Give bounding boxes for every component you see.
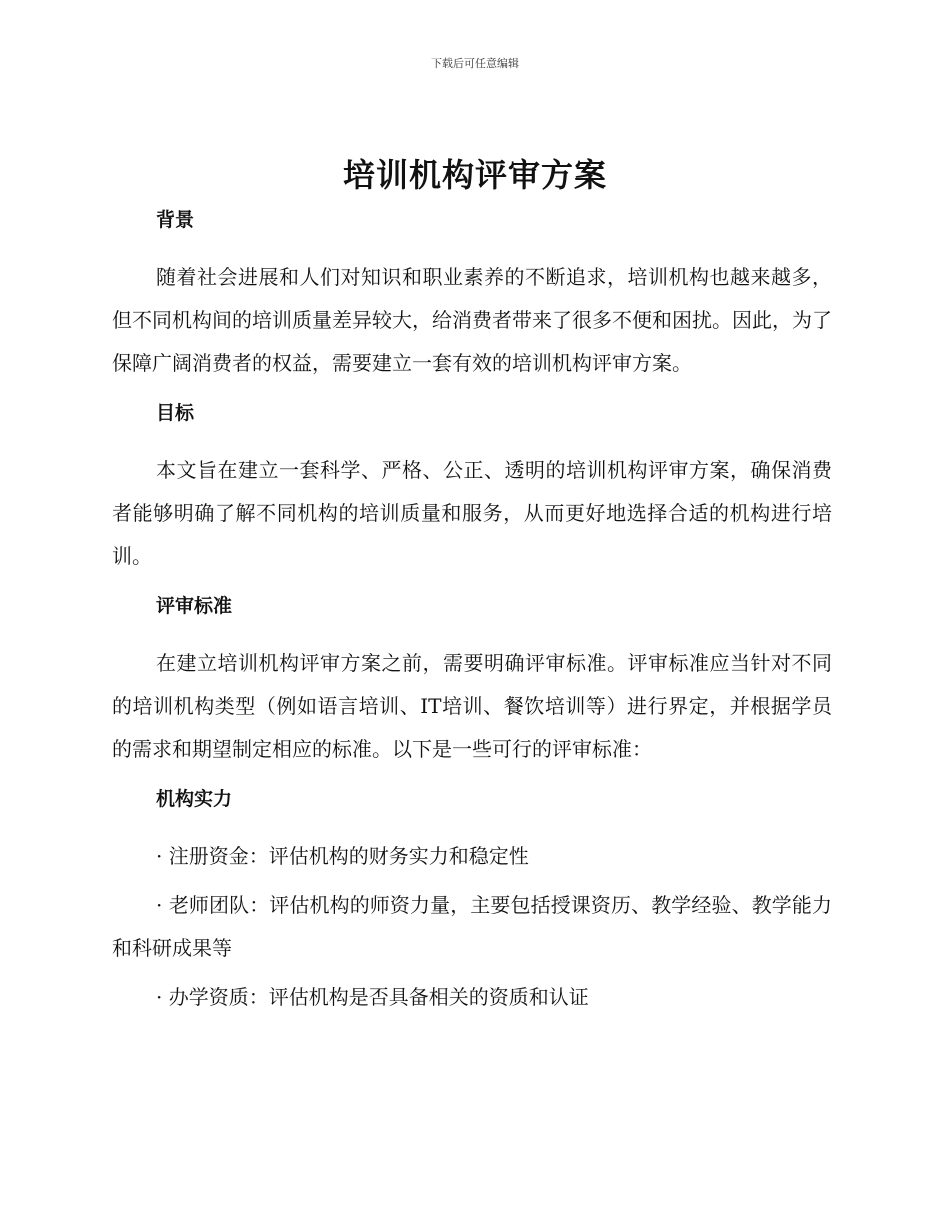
paragraph-criteria: 在建立培训机构评审方案之前，需要明确评审标准。评审标准应当针对不同的培训机构类型（例如语言培训、IT培训、餐饮培训等）进行界定，并根据学员的需求和期望制定相应的标准。以下是一些可行的评审标准： <box>112 651 832 761</box>
section-heading-background: 背景 <box>156 209 195 231</box>
section-heading-goal: 目标 <box>156 402 195 424</box>
paragraph-background: 随着社会进展和人们对知识和职业素养的不断追求，培训机构也越来越多，但不同机构间的培训质量差异较大，给消费者带来了很多不便和困扰。因此，为了保障广阔消费者的权益，需要建立一套有效的培训机构评审方案。 <box>112 265 832 375</box>
document-title: 培训机构评审方案 <box>342 156 607 194</box>
bullet-registered-capital: · 注册资金：评估机构的财务实力和稳定性 <box>156 844 529 868</box>
header-note: 下载后可任意编辑 <box>431 57 519 70</box>
document-body <box>112 204 832 1019</box>
section-heading-criteria: 评审标准 <box>156 595 233 617</box>
paragraph-goal: 本文旨在建立一套科学、严格、公正、透明的培训机构评审方案，确保消费者能够明确了解不同机构的培训质量和服务，从而更好地选择合适的机构进行培训。 <box>112 458 832 568</box>
bullet-teacher-team: · 老师团队：评估机构的师资力量，主要包括授课资历、教学经验、教学能力和科研成果等 <box>112 893 832 960</box>
section-heading-strength: 机构实力 <box>156 788 233 810</box>
bullet-qualification: · 办学资质：评估机构是否具备相关的资质和认证 <box>156 985 589 1009</box>
